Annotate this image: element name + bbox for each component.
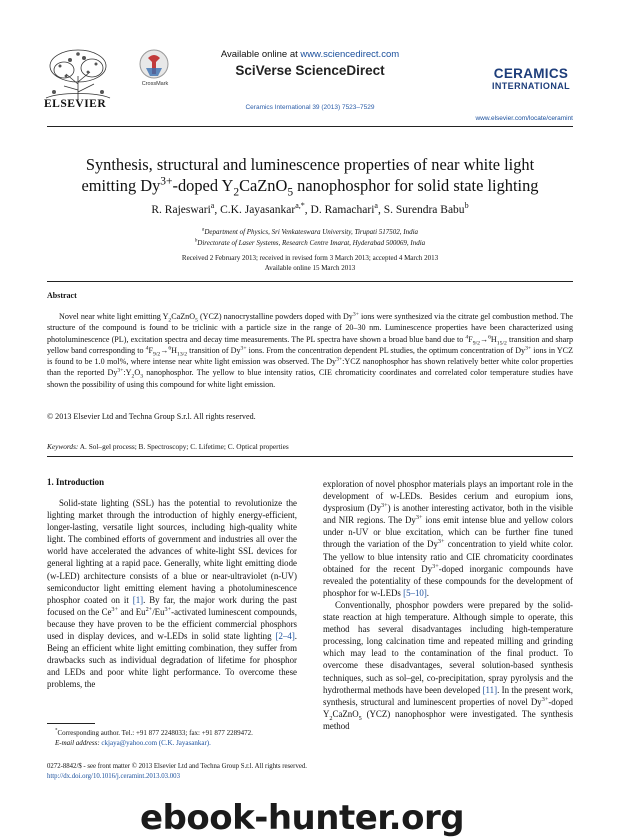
sciencedirect-link[interactable]: www.sciencedirect.com xyxy=(300,49,400,60)
copyright-line: © 2013 Elsevier Ltd and Techna Group S.r.l. All rights reserved. xyxy=(47,412,256,421)
crossmark-label: CrossMark xyxy=(141,81,169,87)
abstract-text: Novel near white light emitting $Y_2CaZnO_5$ (YCZ) nanocrystalline powders doped with $Dy^{3+}$ ions were synthesized via the citrate gel combustion method. The structure of the compound is found to be triclinic with a particle size in the range of 20–30 nm. Luminescence properties have been characterized using photoluminescence (PL), excitation spectra and decay time measurements. The PL spectra have shown a broad blue band due to $^4F_{9/2}\to^6H_{15/2}$ transition and sharp yellow band corresponding to $^4F_{9/2}\to^6H_{13/2}$ transition of $Dy^{3+}$ ions. From the concentration dependent PL studies, the optimum concentration of $Dy^{3+}$ ions in YCZ is found to be 1.0 mol%, where intense near white light emission was observed. The $Dy^{3+}:YCZ$ nanophosphor has shown relatively better white color properties than the reported $Dy^{3+}:Y_2O_3$ nanophosphor. The yellow to blue intensity ratios, CIE chromaticity coordinates and correlated color temperature studies have shown the possibility of using this compound for white light emission. xyxy=(47,311,574,389)
email-link[interactable]: ckjaya@yahoo.com (C.K. Jayasankar). xyxy=(101,739,211,747)
author[interactable]: C.K. Jayasankar$^{a,*}$ xyxy=(220,201,305,216)
affiliations xyxy=(47,227,573,248)
citation-link[interactable]: [1] xyxy=(132,594,144,605)
author[interactable]: S. Surendra Babu$^b$ xyxy=(383,201,469,216)
footnote: *Corresponding author. Tel.: +91 877 2248033; fax: +91 877 2289472. E-mail address: ckjaya@yahoo.com (C.K. Jayasankar). xyxy=(55,728,253,747)
abstract-bottom-rule xyxy=(47,456,573,457)
author-list: R. Rajeswari$^a$, C.K. Jayasankar$^{a,*}$, D. Ramachari$^a$, S. Surendra Babu$^b$ xyxy=(151,201,469,216)
abstract-top-rule xyxy=(47,281,573,282)
left-column-text: Solid-state lighting (SSL) has the potential to revolutionize the lighting market through the introduction of highly energy-efficient, longer-lasting, versatile light sources, including high-quality white light. The combined efforts of government and industries all over the world have accelerated the advances of white-light SSL devices for general lighting at a rapid pace. Generally, white light emitting diode (w-LED) architecture consists of a blue or near-ultraviolet (n-UV) semiconductor light emitting element having a photoluminescence phosphor coated on it [1]. By far, the major work during the past focused on the $Ce^{3+}$ and $Eu^{2+}/Eu^{3+}$-activated luminescent compounds, because they have proven to be the efficient commercial phosphors used in display devices, and w-LEDs in solid state lighting [2–4]. Being an efficient white light emitting combination, they suffer from drawbacks such as individual degradation of lifetime for phosphor and LEDs and poor white light performance. To overcome these problems, the xyxy=(47,498,297,690)
keywords: Keywords: A. Sol–gel process; B. Spectroscopy; C. Lifetime; C. Optical properties xyxy=(47,442,289,451)
header-rule xyxy=(47,126,573,127)
section-heading: 1. Introduction xyxy=(47,477,105,487)
publisher-name: ELSEVIER xyxy=(44,98,107,110)
author[interactable]: D. Ramachari$^a$ xyxy=(310,201,378,216)
affiliation: $^a$Department of Physics, Sri Venkateswara University, Tirupati 517502, India xyxy=(201,227,419,236)
page-footer: 0272-8842/$ - see front matter © 2013 Elsevier Ltd and Techna Group S.r.l. All rights reserved. http://dx.doi.org/10.1016/j.ceramint.2013.03.003 xyxy=(47,762,447,781)
abstract-heading: Abstract xyxy=(47,291,77,300)
right-column-text: exploration of novel phosphor materials plays an important role in the development of w-LEDs. Besides cerium and europium ions, dysprosium $(Dy^{3+})$ is another interesting activator, both in the visible and NIR regions. The $Dy^{3+}$ ions emit intense blue and yellow colors under n-UV or blue excitation, which can be further fine tuned through the variation of the $Dy^{3+}$ concentration to yield white color. The yellow to blue intensity ratio and CIE chromaticity coordinates obtained for the recent $Dy^{3+}$-doped inorganic compounds have revealed the potentiality of these compounds for the development of phosphor for w-LEDs [5–10]. Conventionally, phosphor powders were prepared by the solid-state reaction at high temperature. Although simple to operate, this method has several disadvantages including high-temperature processing, long calcination time and repeated milling and grinding which may lead to the contamination of the final product. To overcome these disadvantages, several solution-based synthesis techniques, such as sol–gel, co-precipitation, spray pyrolysis and the hydrothermal methods have been developed [11]. In the present work, synthesis, structural and luminescent properties of novel $Dy^{3+}$-doped $Y_2CaZnO_5$ (YCZ) nanophosphor were investigated. The synthesis method xyxy=(323,479,573,731)
journal-title-logo: CERAMICS INTERNATIONAL xyxy=(491,66,571,91)
availability-line: Available online at www.sciencedirect.com xyxy=(220,49,400,60)
watermark: ebook-hunter.org xyxy=(140,798,465,838)
article-history: Received 2 February 2013; received in revised form 3 March 2013; accepted 4 March 2013 Available online 15 March 2013 xyxy=(181,254,439,272)
footnote-rule xyxy=(47,723,95,724)
citation-link[interactable]: [2–4] xyxy=(275,631,295,642)
journal-homepage-link[interactable]: www.elsevier.com/locate/ceramint xyxy=(475,115,573,122)
citation-link[interactable]: [5–10] xyxy=(403,587,427,598)
platform-name: SciVerse ScienceDirect xyxy=(235,63,385,78)
affiliation: $^b$Directorate of Laser Systems, Research Centre Imarat, Hyderabad 500069, India xyxy=(194,238,426,247)
citation-link[interactable]: [11] xyxy=(482,684,498,695)
journal-reference[interactable]: Ceramics International 39 (2013) 7523–7529 xyxy=(245,104,375,111)
author[interactable]: R. Rajeswari$^a$ xyxy=(151,201,215,216)
crossmark-icon[interactable] xyxy=(138,48,170,84)
elsevier-tree-logo xyxy=(40,46,116,102)
article-title: Synthesis, structural and luminescence properties of near white light emitting $Dy^{3+}$-doped $Y_2CaZnO_5$ nanophosphor for solid state lighting xyxy=(81,155,539,199)
doi-link[interactable]: http://dx.doi.org/10.1016/j.ceramint.2013.03.003 xyxy=(47,772,180,780)
